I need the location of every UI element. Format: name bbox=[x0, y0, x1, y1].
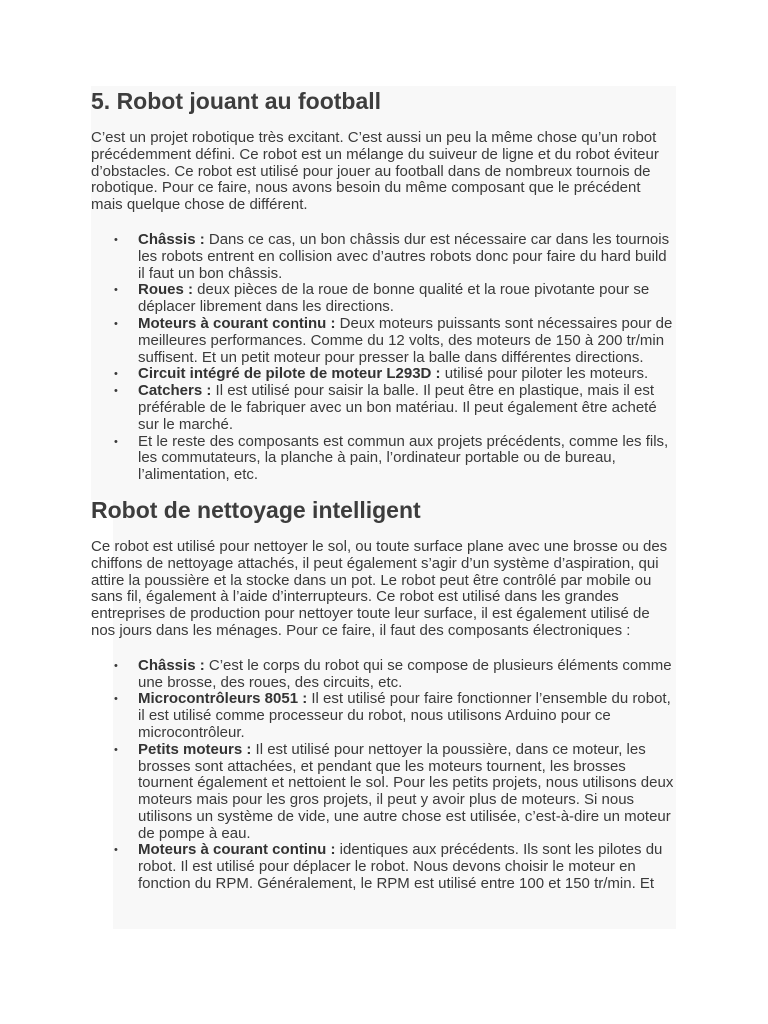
item-text: Dans ce cas, un bon châssis dur est nécessaire car dans les tournois les robots entrent en collision avec d’autres robots donc pour faire du hard build il faut un bon châssis. bbox=[138, 230, 670, 282]
list-item bbox=[114, 432, 676, 484]
section-title: Robot de nettoyage intelligent bbox=[91, 496, 421, 523]
bullet-icon: • bbox=[114, 743, 118, 756]
bullet-icon: • bbox=[114, 844, 118, 857]
bullet-icon: • bbox=[114, 284, 118, 297]
item-text: Et le reste des composants est commun aux projets précédents, comme les fils, les commutateurs, la planche à pain, l’ordinateur portable ou de bureau, l’alimentation, etc. bbox=[138, 432, 669, 484]
item-text: Il est utilisé pour saisir la balle. Il peut être en plastique, mais il est préférable de le fabriquer avec un bon matériau. Il peut également être acheté sur le marché. bbox=[138, 382, 657, 433]
section-intro: Ce robot est utilisé pour nettoyer le sol, ou toute surface plane avec une brosse ou des chiffons de nettoyage attachés, il peut également s’agir d’un système d’aspiration, qui attire la poussière et la stocke dans un pot. Le robot peut être contrôlé par mobile ou sans fil, également à l’aide d’interrupteurs. Ce robot est utilisé dans les grandes entreprises de production pour nettoyer toute leur surface, il est également utilisé de nos jours dans les ménages. Pour ce faire, il faut des composants électroniques : bbox=[91, 537, 668, 639]
item-term: Petits moteurs : bbox=[138, 740, 252, 758]
item-term: Châssis : bbox=[138, 230, 205, 248]
bullet-icon: • bbox=[114, 317, 118, 330]
item-term: Moteurs à courant continu : bbox=[138, 314, 336, 332]
item-term: Catchers : bbox=[138, 382, 212, 400]
bullet-icon: • bbox=[114, 435, 118, 448]
item-term: Roues : bbox=[138, 281, 194, 299]
item-term: Microcontrôleurs 8051 : bbox=[138, 690, 308, 708]
list-item bbox=[114, 230, 676, 282]
list-item bbox=[114, 740, 676, 843]
bullet-icon: • bbox=[114, 693, 118, 706]
list-item bbox=[114, 281, 676, 316]
list-item bbox=[114, 656, 676, 692]
item-term: Moteurs à courant continu : bbox=[138, 841, 336, 859]
bullet-icon: • bbox=[114, 659, 118, 672]
section-intro: C’est un projet robotique très excitant. C’est aussi un peu la même chose qu’un robot précédemment défini. Ce robot est un mélange du suiveur de ligne et du robot éviteur d’obstacles. Ce robot est utilisé pour jouer au football dans de nombreux tournois de robotique. Pour ce faire, nous avons besoin du même composant que le précédent mais quelque chose de différent. bbox=[91, 129, 659, 214]
bullet-icon: • bbox=[114, 368, 118, 381]
item-text: Il est utilisé pour faire fonctionner l’ensemble du robot, il est utilisé comme processeur du robot, nous utilisons Arduino pour ce microcontrôleur. bbox=[138, 690, 671, 741]
list-item bbox=[114, 690, 676, 741]
bullet-icon: • bbox=[114, 233, 118, 246]
item-text: identiques aux précédents. Ils sont les pilotes du robot. Il est utilisé pour déplacer le robot. Nous devons choisir le moteur en fonction du RPM. Généralement, le RPM est utilisé entre 100 et 150 tr/min. Et bbox=[138, 841, 663, 893]
list-item bbox=[114, 314, 676, 366]
section-title: 5. Robot jouant au football bbox=[91, 88, 382, 114]
item-text: C’est le corps du robot qui se compose de plusieurs éléments comme une brosse, des roues, des circuits, etc. bbox=[138, 656, 672, 691]
item-text: deux pièces de la roue de bonne qualité et la roue pivotante pour se déplacer librement dans les directions. bbox=[138, 281, 650, 316]
component-list bbox=[91, 658, 676, 893]
list-item bbox=[114, 365, 676, 383]
item-text: utilisé pour piloter les moteurs. bbox=[440, 365, 649, 383]
item-text: Il est utilisé pour nettoyer la poussière, dans ce moteur, les brosses sont attachées, et pendant que les moteurs tournent, les brosses tournent également et nettoient le sol. Pour les petits projets, nous utilisons deux moteurs mais pour les gros projets, il peut y avoir plus de moteurs. Si nous utilisons un système de vide, une autre chose est utilisée, c’est-à-dire un moteur de pompe à eau. bbox=[138, 740, 674, 842]
document-page bbox=[91, 86, 676, 929]
item-term: Circuit intégré de pilote de moteur L293D : bbox=[138, 365, 441, 383]
bullet-icon: • bbox=[114, 385, 118, 398]
item-term: Châssis : bbox=[138, 656, 205, 674]
list-item bbox=[114, 841, 676, 893]
item-text: Deux moteurs puissants sont nécessaires pour de meilleures performances. Comme du 12 volts, des moteurs de 150 à 200 tr/min suffisent. Et un petit moteur pour presser la balle dans différentes directions. bbox=[138, 314, 673, 366]
list-item bbox=[114, 382, 676, 433]
component-list bbox=[91, 232, 676, 484]
